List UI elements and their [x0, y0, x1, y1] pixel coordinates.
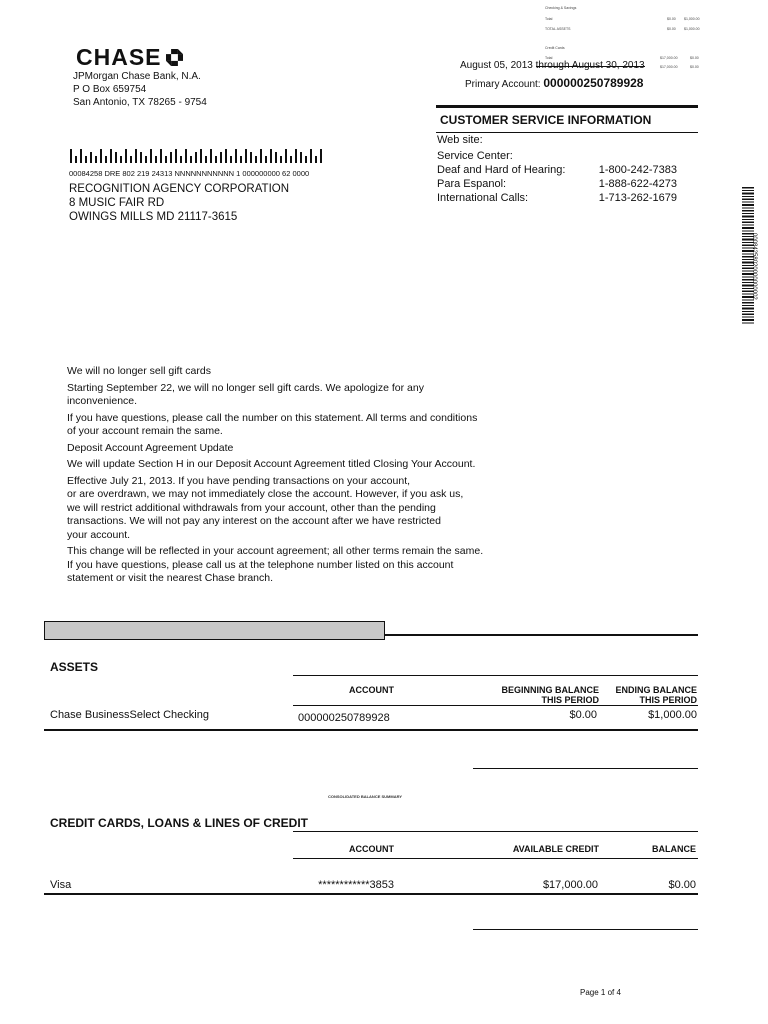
- credit-subheader-line: [293, 858, 698, 859]
- phone-label: Deaf and Hard of Hearing:: [437, 164, 566, 176]
- phone-label: International Calls:: [437, 192, 529, 204]
- phone-row: [437, 177, 677, 191]
- credit-row-name: Visa: [50, 879, 72, 891]
- assets-col-begin: [470, 685, 599, 705]
- assets-title: ASSETS: [50, 660, 99, 674]
- bank-city: San Antonio, TX 78265 - 9754: [73, 97, 207, 108]
- assets-col-begin-line2: THIS PERIOD: [541, 695, 599, 705]
- chase-octagon-icon: [166, 49, 183, 66]
- tiny-row-b: $0.00: [690, 56, 699, 60]
- credit-row-account: ************3853: [318, 879, 394, 891]
- assets-row-end: $1,000.00: [648, 709, 697, 721]
- statement-period: [460, 60, 645, 71]
- recipient-street: 8 MUSIC FAIR RD: [69, 197, 165, 209]
- recipient-name: RECOGNITION AGENCY CORPORATION: [69, 183, 290, 195]
- recipient-city: OWINGS MILLS MD 21117-3615: [69, 211, 238, 223]
- tiny-row-label: Total: [545, 17, 553, 21]
- credit-col-account: ACCOUNT: [349, 844, 394, 854]
- section-header-rule: [385, 634, 698, 636]
- assets-row-begin: $0.00: [569, 709, 597, 721]
- postal-barcode: [70, 149, 322, 163]
- consolidated-label: CONSOLIDATED BALANCE SUMMARY: [328, 794, 402, 799]
- primary-account: [465, 76, 643, 90]
- credit-bottom-rule: [44, 893, 698, 895]
- logo-text: CHASE: [76, 44, 162, 70]
- mailing-code-line: 00084258 DRE 802 219 24313 NNNNNNNNNNN 1 000000000 62 0000: [69, 169, 310, 178]
- phone-row: [437, 163, 677, 177]
- bank-name: JPMorgan Chase Bank, N.A.: [73, 71, 201, 82]
- tiny-row-a: $0.00: [667, 17, 676, 21]
- tiny-row-a: $0.00: [667, 27, 676, 31]
- side-code: 00084258020000000002: [751, 233, 757, 300]
- assets-total-line: [473, 768, 698, 769]
- credit-title: CREDIT CARDS, LOANS & LINES OF CREDIT: [50, 816, 309, 830]
- page-number: Page 1 of 4: [580, 988, 621, 997]
- tiny-row-label: Total: [545, 56, 553, 60]
- phone-number: 1-800-242-7383: [598, 164, 677, 176]
- primary-account-number: 000000250789928: [543, 76, 644, 90]
- assets-bottom-rule: [44, 729, 698, 731]
- notice-paragraph: Effective July 21, 2013. If you have pending transactions on your account, or are overdrawn, we may not immediately close the account. However, if you ask us, we will restrict additional withdrawals from your account, other than the pending transactions. We will not pay any interest on the account after we have restricted your account.: [67, 474, 464, 541]
- customer-service-title: CUSTOMER SERVICE INFORMATION: [436, 105, 698, 133]
- tiny-row-label: TOTAL ASSETS: [545, 27, 571, 31]
- notice-paragraph: We will update Section H in our Deposit Account Agreement titled Closing Your Account.: [67, 458, 476, 470]
- credit-total-line: [473, 929, 698, 930]
- notice-paragraph: Deposit Account Agreement Update: [67, 441, 234, 454]
- credit-col-available: AVAILABLE CREDIT: [512, 844, 599, 854]
- assets-subheader-line: [293, 705, 698, 706]
- notice-paragraph: Starting September 22, we will no longer sell gift cards. We apologize for any inconvenience.: [67, 381, 424, 407]
- assets-row-account: 000000250789928: [298, 712, 390, 724]
- recipient-address: [69, 182, 289, 224]
- chase-logo: [76, 44, 183, 71]
- assets-header-line: [293, 675, 698, 676]
- tiny-summary-title: Checking & Savings: [545, 6, 577, 10]
- customer-service-info: [437, 133, 677, 205]
- credit-header-line: [293, 831, 698, 832]
- credit-row-balance: $0.00: [668, 879, 696, 891]
- section-header-bar: [44, 621, 385, 640]
- phone-number: 1-888-622-4273: [598, 178, 677, 190]
- phone-label: Para Espanol:: [437, 178, 507, 190]
- notice-paragraph: We will no longer sell gift cards: [67, 365, 211, 377]
- assets-col-account: ACCOUNT: [349, 685, 394, 695]
- notice-block: [67, 365, 537, 589]
- period-through: through August 30, 2013: [535, 60, 645, 71]
- tiny-summary-title-2: Credit Cards: [545, 46, 565, 50]
- tiny-row-b: $0.00: [690, 65, 699, 69]
- tiny-row-a: $17,000.00: [660, 56, 678, 60]
- web-site-label: Web site:: [437, 134, 483, 146]
- tiny-row-a: $17,000.00: [660, 65, 678, 69]
- assets-col-end-line2: THIS PERIOD: [639, 695, 697, 705]
- notice-paragraph: This change will be reflected in your account agreement; all other terms remain the same. If you have questions, please call us at the telephone number listed on this account statement or visit the nearest Chase branch.: [67, 545, 484, 584]
- tiny-row-b: $1,000.00: [684, 27, 700, 31]
- assets-col-end: [600, 685, 697, 705]
- credit-col-balance: BALANCE: [652, 844, 696, 854]
- phone-number: 1-713-262-1679: [598, 192, 677, 204]
- assets-col-begin-line1: BEGINNING BALANCE: [501, 685, 599, 695]
- service-center-label: Service Center:: [437, 150, 513, 162]
- assets-row-name: Chase BusinessSelect Checking: [50, 709, 209, 721]
- credit-row-available: $17,000.00: [542, 879, 598, 891]
- bank-po-box: P O Box 659754: [73, 84, 147, 95]
- assets-col-end-line1: ENDING BALANCE: [615, 685, 697, 695]
- tiny-row-b: $1,000.00: [684, 17, 700, 21]
- bank-address: [73, 70, 207, 109]
- phone-row: [437, 191, 677, 205]
- primary-account-label: Primary Account:: [465, 79, 541, 90]
- notice-paragraph: If you have questions, please call the number on this statement. All terms and conditions of your account remain the same.: [67, 411, 478, 437]
- period-start: August 05, 2013: [460, 60, 533, 71]
